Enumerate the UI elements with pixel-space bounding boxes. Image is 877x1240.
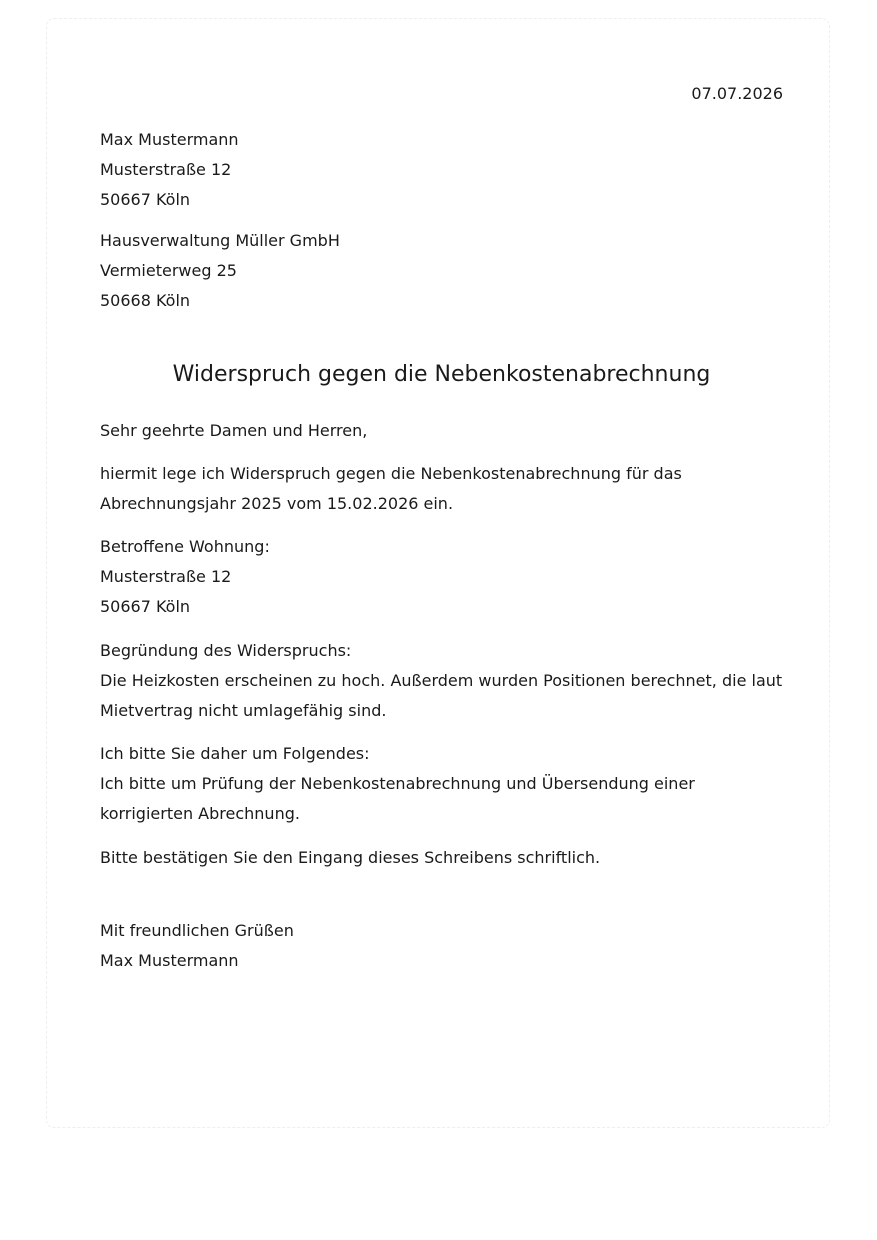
- recipient-city: 50668 Köln: [100, 291, 191, 310]
- sender-address: [100, 125, 783, 215]
- recipient-street: Vermieterweg 25: [100, 261, 237, 280]
- recipient-address: [100, 226, 783, 316]
- intro-text: hiermit lege ich Widerspruch gegen die Nebenkostenabrechnung für das Abrechnungsjahr 2025 vom 15.02.2026 ein.: [100, 464, 682, 513]
- sender-name: Max Mustermann: [100, 130, 239, 149]
- letter-page: [46, 18, 830, 1128]
- sender-city: 50667 Köln: [100, 190, 191, 209]
- confirmation-paragraph: Bitte bestätigen Sie den Eingang dieses Schreibens schriftlich.: [100, 848, 601, 867]
- reason-text: Die Heizkosten erscheinen zu hoch. Außerdem wurden Positionen berechnet, die laut Mietvertrag nicht umlagefähig sind.: [100, 671, 783, 720]
- apartment-city: 50667 Köln: [100, 597, 191, 616]
- signature-name: Max Mustermann: [100, 951, 239, 970]
- salutation: Sehr geehrte Damen und Herren,: [100, 421, 368, 440]
- sender-street: Musterstraße 12: [100, 160, 232, 179]
- closing-text: Mit freundlichen Grüßen: [100, 921, 294, 940]
- request-block: [100, 739, 783, 829]
- intro-paragraph: [100, 459, 783, 519]
- apartment-block: [100, 532, 783, 622]
- letter-subject: Widerspruch gegen die Nebenkostenabrechnung: [172, 362, 711, 387]
- reason-block: [100, 636, 783, 726]
- apartment-label: Betroffene Wohnung:: [100, 537, 270, 556]
- recipient-name: Hausverwaltung Müller GmbH: [100, 231, 340, 250]
- reason-label: Begründung des Widerspruchs:: [100, 641, 352, 660]
- letter-date: 07.07.2026: [691, 84, 783, 103]
- request-label: Ich bitte Sie daher um Folgendes:: [100, 744, 370, 763]
- request-text: Ich bitte um Prüfung der Nebenkostenabrechnung und Übersendung einer korrigierten Abrechnung.: [100, 774, 695, 823]
- closing-block: [100, 916, 783, 976]
- apartment-street: Musterstraße 12: [100, 567, 232, 586]
